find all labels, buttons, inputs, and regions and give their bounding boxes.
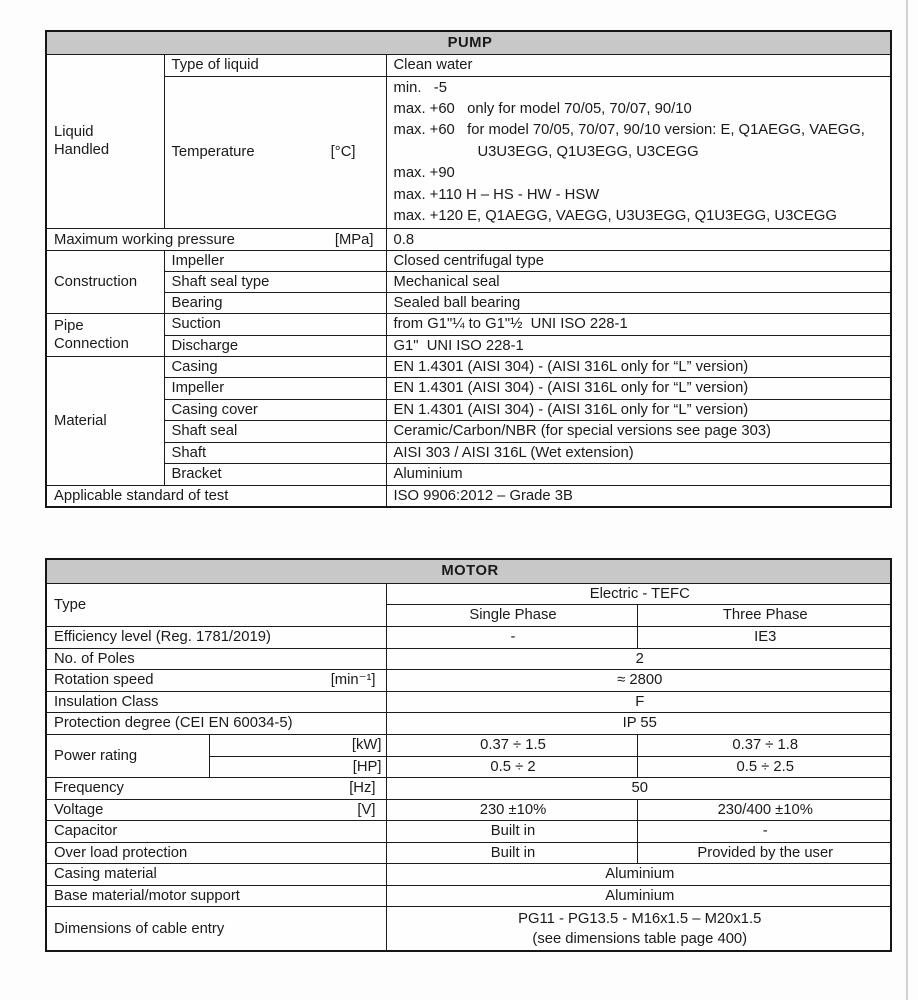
pump-material-shaft-seal-label: Shaft seal bbox=[164, 421, 386, 443]
pump-construction-bearing-value: Sealed ball bearing bbox=[386, 293, 891, 314]
pump-standard-label: Applicable standard of test bbox=[46, 485, 386, 507]
motor-column-single-phase: Single Phase bbox=[386, 604, 637, 626]
motor-protection-degree-label: Protection degree (CEI EN 60034-5) bbox=[46, 712, 386, 734]
motor-poles-label: No. of Poles bbox=[46, 648, 386, 669]
pump-construction-bearing-label: Bearing bbox=[164, 293, 386, 314]
pump-material-casing-cover-label: Casing cover bbox=[164, 399, 386, 421]
motor-voltage-label: Voltage bbox=[54, 801, 104, 818]
motor-table-title: MOTOR bbox=[46, 559, 891, 583]
motor-cable-entry-line1: PG11 - PG13.5 - M16x1.5 – M20x1.5 bbox=[518, 910, 762, 927]
pump-group-liquid-handled bbox=[46, 54, 164, 229]
pump-material-impeller-value: EN 1.4301 (AISI 304) - (AISI 316L only for “L” version) bbox=[386, 378, 891, 400]
motor-voltage-unit: [V] bbox=[357, 801, 376, 818]
temperature-line: max. +120 E, Q1AEGG, VAEGG, U3U3EGG, Q1U3EGG, U3CEGG bbox=[393, 207, 837, 224]
motor-casing-material-value: Aluminium bbox=[386, 863, 891, 885]
pump-pipe-suction-value: from G1"¼ to G1"½ UNI ISO 228-1 bbox=[386, 314, 891, 335]
motor-overload-three: Provided by the user bbox=[637, 842, 891, 863]
pump-temperature-cell bbox=[164, 76, 386, 229]
motor-frequency-value: 50 bbox=[386, 777, 891, 799]
motor-cable-entry-value bbox=[386, 906, 891, 951]
pump-group-pipe-connection bbox=[46, 314, 164, 356]
pump-type-of-liquid-value: Clean water bbox=[386, 54, 891, 76]
motor-rotation-speed-unit: [min⁻¹] bbox=[330, 672, 376, 689]
motor-power-hp-unit: [HP] bbox=[209, 756, 386, 777]
pump-material-bracket-value: Aluminium bbox=[386, 464, 891, 486]
motor-voltage-single: 230 ±10% bbox=[386, 799, 637, 820]
motor-insulation-class-label: Insulation Class bbox=[46, 691, 386, 712]
pump-spec-table bbox=[45, 30, 892, 508]
motor-frequency-cell bbox=[46, 777, 386, 799]
motor-capacitor-single: Built in bbox=[386, 820, 637, 842]
pump-construction-impeller-value: Closed centrifugal type bbox=[386, 251, 891, 272]
temperature-line: max. +60 for model 70/05, 70/07, 90/10 version: E, Q1AEGG, VAEGG, bbox=[393, 122, 865, 139]
pump-material-casing-cover-value: EN 1.4301 (AISI 304) - (AISI 316L only for “L” version) bbox=[386, 399, 891, 421]
motor-frequency-label: Frequency bbox=[54, 780, 124, 797]
motor-capacitor-three: - bbox=[637, 820, 891, 842]
pump-material-shaft-label: Shaft bbox=[164, 442, 386, 464]
pump-temperature-label: Temperature bbox=[171, 144, 255, 161]
motor-voltage-cell bbox=[46, 799, 386, 820]
pump-material-casing-value: EN 1.4301 (AISI 304) - (AISI 316L only for “L” version) bbox=[386, 356, 891, 378]
motor-poles-value: 2 bbox=[386, 648, 891, 669]
temperature-line: max. +60 only for model 70/05, 70/07, 90/10 bbox=[393, 100, 692, 117]
pump-standard-value: ISO 9906:2012 – Grade 3B bbox=[386, 485, 891, 507]
motor-efficiency-single: - bbox=[386, 626, 637, 648]
motor-rotation-speed-cell bbox=[46, 669, 386, 691]
motor-column-three-phase: Three Phase bbox=[637, 604, 891, 626]
pump-group-material: Material bbox=[46, 356, 164, 485]
motor-capacitor-label: Capacitor bbox=[46, 820, 386, 842]
motor-power-kw-single: 0.37 ÷ 1.5 bbox=[386, 734, 637, 756]
pump-max-pressure-cell bbox=[46, 229, 386, 251]
pump-material-shaft-seal-value: Ceramic/Carbon/NBR (for special versions see page 303) bbox=[386, 421, 891, 443]
motor-casing-material-label: Casing material bbox=[46, 863, 386, 885]
motor-power-rating-label: Power rating bbox=[46, 734, 209, 777]
motor-protection-degree-value: IP 55 bbox=[386, 712, 891, 734]
motor-cable-entry-label: Dimensions of cable entry bbox=[46, 906, 386, 951]
pump-construction-shaft-seal-type-value: Mechanical seal bbox=[386, 272, 891, 293]
motor-power-hp-three: 0.5 ÷ 2.5 bbox=[637, 756, 891, 777]
motor-base-material-value: Aluminium bbox=[386, 885, 891, 906]
pump-material-casing-label: Casing bbox=[164, 356, 386, 378]
pump-max-pressure-value: 0.8 bbox=[386, 229, 891, 251]
motor-type-label: Type bbox=[46, 583, 386, 626]
motor-rotation-speed-value: ≈ 2800 bbox=[386, 669, 891, 691]
pump-material-impeller-label: Impeller bbox=[164, 378, 386, 400]
motor-voltage-three: 230/400 ±10% bbox=[637, 799, 891, 820]
motor-spec-table bbox=[45, 558, 892, 952]
motor-rotation-speed-label: Rotation speed bbox=[54, 672, 154, 689]
pump-material-bracket-label: Bracket bbox=[164, 464, 386, 486]
pump-pipe-suction-label: Suction bbox=[164, 314, 386, 335]
pump-temperature-unit: [°C] bbox=[330, 144, 356, 161]
motor-overload-single: Built in bbox=[386, 842, 637, 863]
pump-construction-impeller-label: Impeller bbox=[164, 251, 386, 272]
motor-overload-label: Over load protection bbox=[46, 842, 386, 863]
pump-max-pressure-unit: [MPa] bbox=[334, 231, 374, 248]
motor-base-material-label: Base material/motor support bbox=[46, 885, 386, 906]
pump-temperature-values bbox=[386, 76, 891, 229]
pump-group-liquid-handled-label: Liquid Handled bbox=[54, 124, 110, 159]
motor-insulation-class-value: F bbox=[386, 691, 891, 712]
temperature-line: max. +90 bbox=[393, 165, 455, 182]
temperature-line-continuation: U3U3EGG, Q1U3EGG, U3CEGG bbox=[477, 143, 699, 160]
temperature-line: max. +110 H – HS - HW - HSW bbox=[393, 186, 600, 203]
motor-power-kw-three: 0.37 ÷ 1.8 bbox=[637, 734, 891, 756]
pump-max-pressure-label: Maximum working pressure bbox=[54, 231, 235, 248]
motor-efficiency-label: Efficiency level (Reg. 1781/2019) bbox=[46, 626, 386, 648]
motor-efficiency-three: IE3 bbox=[637, 626, 891, 648]
pump-type-of-liquid-label: Type of liquid bbox=[164, 54, 386, 76]
pump-material-shaft-value: AISI 303 / AISI 316L (Wet extension) bbox=[386, 442, 891, 464]
motor-power-hp-single: 0.5 ÷ 2 bbox=[386, 756, 637, 777]
pump-table-title: PUMP bbox=[46, 31, 891, 54]
pump-group-pipe-connection-label: Pipe Connection bbox=[54, 317, 129, 353]
motor-power-kw-unit: [kW] bbox=[209, 734, 386, 756]
pump-group-construction: Construction bbox=[46, 251, 164, 314]
pump-construction-shaft-seal-type-label: Shaft seal type bbox=[164, 272, 386, 293]
pump-pipe-discharge-label: Discharge bbox=[164, 335, 386, 356]
motor-frequency-unit: [Hz] bbox=[349, 780, 376, 797]
motor-type-value: Electric - TEFC bbox=[386, 583, 891, 604]
page-edge-scan-line bbox=[906, 0, 908, 1000]
temperature-line: min. -5 bbox=[393, 79, 447, 96]
pump-pipe-discharge-value: G1" UNI ISO 228-1 bbox=[386, 335, 891, 356]
motor-cable-entry-line2: (see dimensions table page 400) bbox=[532, 930, 748, 947]
